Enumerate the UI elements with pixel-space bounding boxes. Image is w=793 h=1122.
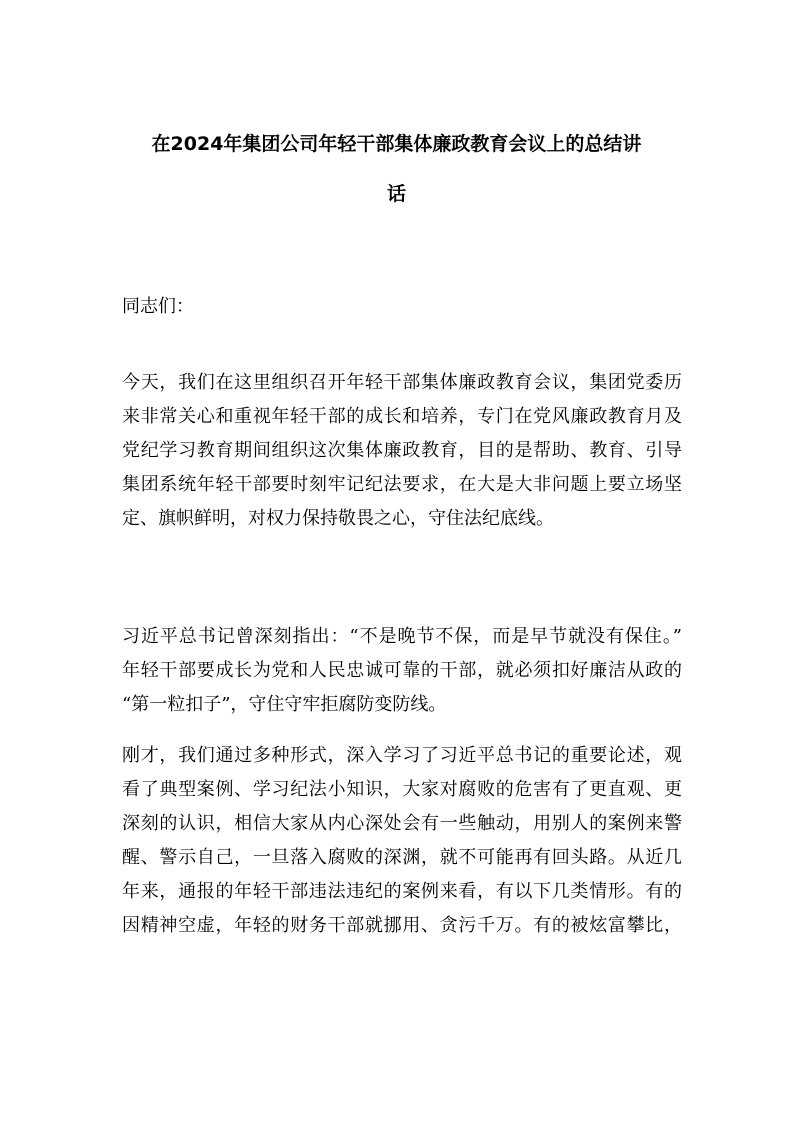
paragraph-line: 来非常关心和重视年轻干部的成长和培养，专门在党风廉政教育月及 [122,406,682,427]
paragraph-line: 党纪学习教育期间组织这次集体廉政教育，目的是帮助、教育、引导 [122,440,682,461]
paragraph-line: 年轻干部要成长为党和人民忠诚可靠的干部，就必须扣好廉洁从政的 [122,660,682,681]
document-title-line-2: 话 [386,183,406,205]
paragraph-line: 集团系统年轻干部要时刻牢记纪法要求，在大是大非问题上要立场坚 [122,474,682,495]
paragraph-line: 习近平总书记曾深刻指出：“不是晚节不保，而是早节就没有保住。” [122,626,682,647]
paragraph-line: 年来，通报的年轻干部违法违纪的案例来看，有以下几类情形。有的 [122,881,682,902]
paragraph-line: 因精神空虚，年轻的财务干部就挪用、贪污千万。有的被炫富攀比， [122,915,682,936]
greeting-text: 同志们： [122,296,194,317]
greeting [122,290,682,324]
paragraph-1 [122,366,682,536]
paragraph-line: 醒、警示自己，一旦落入腐败的深渊，就不可能再有回头路。从近几 [122,847,682,868]
paragraph-line: 看了典型案例、学习纪法小知识，大家对腐败的危害有了更直观、更 [122,779,682,800]
paragraph-line: 刚才，我们通过多种形式，深入学习了习近平总书记的重要论述，观 [122,745,682,766]
paragraph-line: “第一粒扣子”，守住守牢拒腐防变防线。 [122,694,447,715]
paragraph-line: 深刻的认识，相信大家从内心深处会有一些触动，用别人的案例来警 [122,813,682,834]
paragraph-line: 定、旗帜鲜明，对权力保持敬畏之心，守住法纪底线。 [122,508,554,529]
paragraph-line: 今天，我们在这里组织召开年轻干部集体廉政教育会议，集团党委历 [122,372,682,393]
paragraph-2 [122,620,682,722]
document-title-line-1: 在2024年集团公司年轻干部集体廉政教育会议上的总结讲 [151,133,642,155]
paragraph-3 [122,739,682,943]
